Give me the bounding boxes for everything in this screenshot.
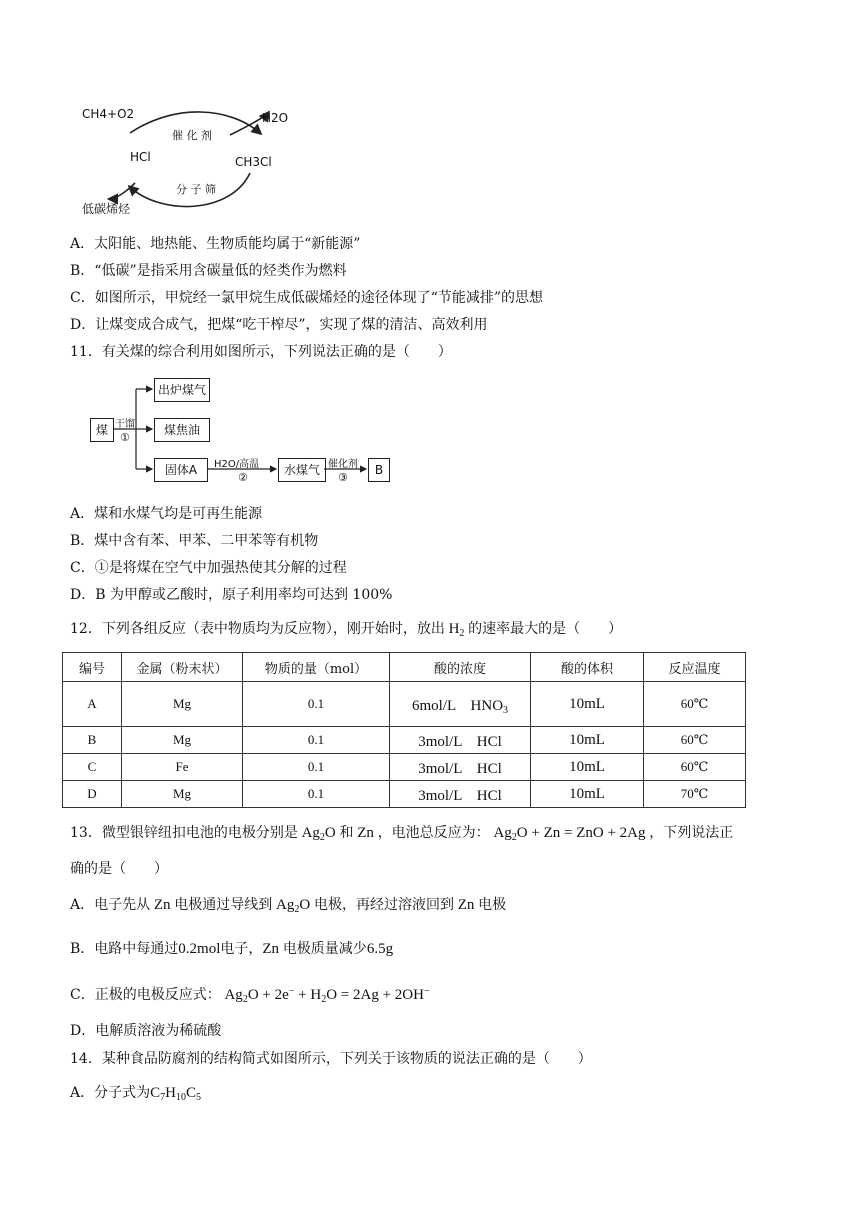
q13-option-a: A．电子先从 Zn 电极通过导线到 $Ag_2O$ 电极，再经过溶液回到 Zn 电极 xyxy=(70,897,507,915)
col-temperature: 反应温度 xyxy=(644,653,746,682)
q10-option-d: D．让煤变成合成气，把煤“吃干榨尽”，实现了煤的清洁、高效利用 xyxy=(70,317,488,333)
cell: Mg xyxy=(122,682,243,727)
table-row xyxy=(63,727,746,754)
table-row xyxy=(63,682,746,727)
table-row xyxy=(63,781,746,808)
cell: 60℃ xyxy=(644,754,746,781)
cell: Mg xyxy=(122,727,243,754)
col-acid-volume: 酸的体积 xyxy=(531,653,644,682)
q10-option-a: A．太阳能、地热能、生物质能均属于“新能源” xyxy=(70,236,361,252)
q13-option-c: C．正极的电极反应式： $Ag_2O + 2e^- + H_2O = 2Ag + 2OH^-$ xyxy=(70,986,430,1005)
col-id: 编号 xyxy=(63,653,122,682)
dry-distill-label: 干馏 xyxy=(115,419,135,430)
cell: Mg xyxy=(122,781,243,808)
col-metal: 金属（粉末状） xyxy=(122,653,243,682)
q13-stem: 13．微型银锌纽扣电池的电极分别是 $Ag_2O$ 和 Zn ，电池总反应为： $Ag_2O + Zn$ = ZnO + 2Ag ，下列说法正 xyxy=(70,825,734,843)
cell: Fe xyxy=(122,754,243,781)
cell: 3mol/L HCl xyxy=(390,754,531,781)
step1-num: ① xyxy=(120,431,130,444)
q11-option-a: A．煤和水煤气均是可再生能源 xyxy=(70,506,263,522)
col-amount: 物质的量（mol） xyxy=(243,653,390,682)
q11-option-b: B．煤中含有苯、甲苯、二甲苯等有机物 xyxy=(70,533,319,549)
reactant-label: CH4+O2 xyxy=(82,107,135,121)
coal-flow-diagram xyxy=(90,376,400,486)
q10-option-c: C．如图所示，甲烷经一氯甲烷生成低碳烯烃的途径体现了“节能减排”的思想 xyxy=(70,290,544,306)
olefin-label: 低碳烯烃 xyxy=(82,202,131,216)
cell: 10mL xyxy=(531,682,644,727)
cell: 0.1 xyxy=(243,781,390,808)
reaction-table xyxy=(62,652,746,808)
water-label: H2O xyxy=(262,111,289,125)
cell: 3mol/L HCl xyxy=(390,781,531,808)
methane-cycle-diagram xyxy=(80,105,300,220)
cell: B xyxy=(63,727,122,754)
cell: D xyxy=(63,781,122,808)
q11-option-d: D．B 为甲醇或乙酸时，原子利用率均可达到 100% xyxy=(70,587,393,603)
cell: 60℃ xyxy=(644,727,746,754)
catalyst-label: 催 化 剂 xyxy=(172,129,212,142)
cell: 10mL xyxy=(531,727,644,754)
product-b-box: B xyxy=(368,458,390,482)
cell: 60℃ xyxy=(644,682,746,727)
coal-gas-box: 出炉煤气 xyxy=(154,378,210,402)
cell: 10mL xyxy=(531,754,644,781)
cell: C xyxy=(63,754,122,781)
q11-option-c: C．①是将煤在空气中加强热使其分解的过程 xyxy=(70,560,347,576)
q13-option-b: B．电路中每通过0.2mol电子，Zn 电极质量减少6.5g xyxy=(70,941,394,957)
q10-option-b: B．“低碳”是指采用含碳量低的烃类作为燃料 xyxy=(70,263,347,279)
cell: 70℃ xyxy=(644,781,746,808)
cell: 0.1 xyxy=(243,727,390,754)
step2-num: ② xyxy=(238,471,248,484)
cell: 3mol/L HCl xyxy=(390,727,531,754)
step3-num: ③ xyxy=(338,471,348,484)
cell: 10mL xyxy=(531,781,644,808)
solid-a-box: 固体A xyxy=(154,458,208,482)
q12-stem: 12．下列各组反应（表中物质均为反应物），刚开始时，放出 $H_2$ 的速率最大的是（ ） xyxy=(70,621,623,639)
ch3cl-label: CH3Cl xyxy=(235,155,272,169)
coal-tar-box: 煤焦油 xyxy=(154,418,210,442)
hcl-label: HCl xyxy=(130,150,151,164)
cell-acid-a: 6mol/L $HNO_3$ xyxy=(390,682,531,727)
q11-stem: 11．有关煤的综合利用如图所示，下列说法正确的是（ ） xyxy=(70,344,452,360)
q14-option-a: A．分子式为$C_7H_{10}C_5$ xyxy=(70,1085,201,1103)
table-row xyxy=(63,754,746,781)
water-gas-box: 水煤气 xyxy=(278,458,326,482)
q14-stem: 14．某种食品防腐剂的结构简式如图所示，下列关于该物质的说法正确的是（ ） xyxy=(70,1051,592,1067)
q13-stem-line2: 确的是（ ） xyxy=(70,861,168,877)
coal-box: 煤 xyxy=(90,418,114,442)
col-acid-conc: 酸的浓度 xyxy=(390,653,531,682)
q13-option-d: D．电解质溶液为稀硫酸 xyxy=(70,1023,222,1039)
sieve-label: 分 子 筛 xyxy=(176,183,216,196)
step2-label: H2O/高温 xyxy=(214,459,260,470)
cell: A xyxy=(63,682,122,727)
cell: 0.1 xyxy=(243,682,390,727)
table-header-row xyxy=(63,653,746,682)
step3-label: 催化剂 xyxy=(328,459,358,470)
cell: 0.1 xyxy=(243,754,390,781)
